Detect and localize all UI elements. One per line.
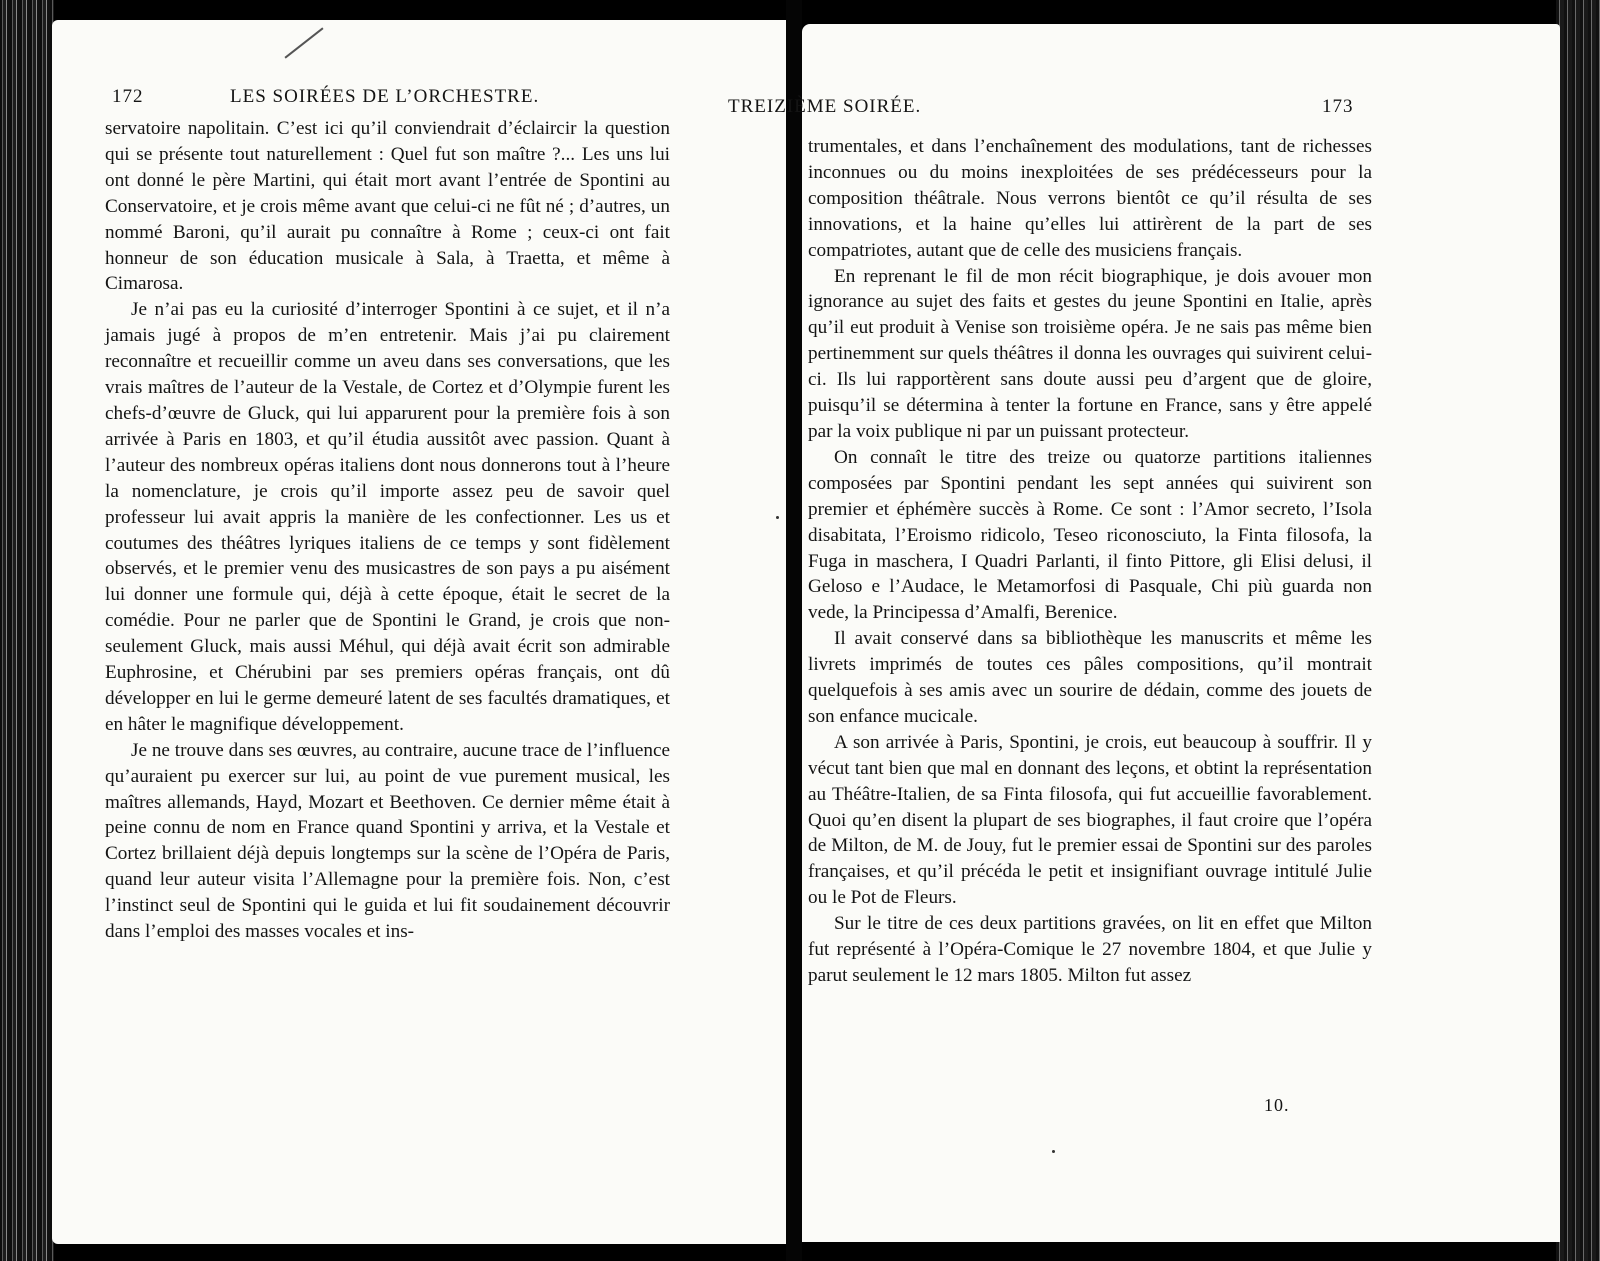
right-page-number: 173 <box>1322 96 1354 117</box>
left-running-title: LES SOIRÉES DE L’ORCHESTRE. <box>230 86 540 107</box>
right-running-title: TREIZIÈME SOIRÉE. <box>728 96 922 117</box>
stray-dot <box>776 516 779 519</box>
paragraph: A son arrivée à Paris, Spontini, je crois, eut beaucoup à souffrir. Il y vécut tant bien que mal en donnant des leçons, et obtint la représentation au Théâtre-Italien, de sa Finta filosofa, qui fut accueillie favorablement. Quoi qu’en disent la plupart de ses biographes, il faut croire que l’opéra de Milton, de M. de Jouy, fut le premier essai de Spontini sur des paroles françaises, et qu’il précéda le petit et insignifiant ouvrage intitulé Julie ou le Pot de Fleurs. <box>808 731 1372 909</box>
signature-mark: 10. <box>1264 1095 1290 1115</box>
paragraph: Il avait conservé dans sa bibliothèque les manuscrits et même les livrets imprimés de toutes ces pâles compositions, qu’il montrait quelquefois à ses amis avec un sourire de dédain, comme des jouets de son enfance mucicale. <box>808 628 1372 727</box>
left-page-body <box>105 116 670 945</box>
paragraph: Sur le titre de ces deux partitions gravées, on lit en effet que Milton fut représenté à l’Opéra-Comique le 27 novembre 1804, et que Julie y parut seulement le 12 mars 1805. Milton fut assez <box>808 913 1372 986</box>
paragraph: En reprenant le fil de mon récit biographique, je dois avouer mon ignorance au sujet des faits et gestes du jeune Spontini en Italie, après qu’il eut produit à Venise son troisième opéra. Je ne sais pas même bien pertinemment sur quels théâtres il donna les ouvrages qui suivirent celui-ci. Ils lui rapportèrent sans doute aussi peu d’argent que de gloire, puisqu’il se détermina à tenter la fortune en France, sans y être appelé par la voix publique ni par un puissant protecteur. <box>808 265 1372 442</box>
right-book-edge <box>1556 0 1600 1261</box>
book-spine <box>786 0 802 1261</box>
left-page-number: 172 <box>112 86 144 107</box>
paragraph: Je n’ai pas eu la curiosité d’interroger Spontini à ce sujet, et il n’a jamais jugé à propos de m’en entretenir. Mais j’ai pu clairement reconnaître et recueillir comme un aveu dans ses conversations, que les vrais maîtres de l’auteur de la Vestale, de Cortez et d’Olympie furent les chefs-d’œuvre de Gluck, qui lui apparurent pour la première fois à son arrivée à Paris en 1803, et qu’il étudia aussitôt avec passion. Quant à l’auteur des nombreux opéras italiens dont nous donnerons tout à l’heure la nomenclature, je crois qu’il importe assez peu de savoir quel professeur lui avait appris la manière de les confectionner. Les us et coutumes des théâtres lyriques italiens de ce temps y sont fidèlement observés, et le premier venu des musicastres de son pays a pu aisément lui donner une formule qui, déjà à cette époque, était le secret de la comédie. Pour ne parler que de Spontini le Grand, je crois que non-seulement Gluck, mais aussi Méhul, qui déjà avait écrit son admirable Euphrosine, et Chérubini par ses premiers opéras français, ont dû développer en lui le germe demeuré latent de ses facultés dramatiques, et en hâter le magnifique développement. <box>105 299 670 735</box>
paragraph: servatoire napolitain. C’est ici qu’il conviendrait d’éclaircir la question qui se présente tout naturellement : Quel fut son maître ?... Les uns lui ont donné le père Martini, qui était mort avant l’entrée de Spontini au Conservatoire, et je crois même avant que celui-ci ne fût né ; d’autres, un nommé Baroni, qu’il aurait pu connaître à Rome ; ceux-ci ont fait honneur de son éducation musicale à Sala, à Traetta, et même à Cimarosa. <box>105 118 670 295</box>
paragraph: trumentales, et dans l’enchaînement des modulations, tant de richesses inconnues ou du moins inexploitées de ses prédécesseurs pour la composition théâtrale. Nous verrons bientôt ce qu’il résulta de ses innovations, et la haine qu’elles lui attirèrent de la part de ses compatriotes, autant que de celle des musiciens français. <box>808 136 1372 261</box>
stray-dot <box>1052 1150 1055 1153</box>
paragraph: Je ne trouve dans ses œuvres, au contraire, aucune trace de l’influence qu’auraient pu exercer sur lui, au point de vue purement musical, les maîtres allemands, Hayd, Mozart et Beethoven. Ce dernier même était à peine connu de nom en France quand Spontini y arriva, et la Vestale et Cortez brillaient déjà depuis longtemps sur la scène de l’Opéra de Paris, quand leur auteur visita l’Allemagne pour la première fois. Non, c’est l’instinct seul de Spontini qui le guida et lui fit soudainement découvrir dans l’emploi des masses vocales et ins- <box>105 739 670 943</box>
right-page-body <box>808 134 1372 989</box>
left-book-edge <box>0 0 54 1261</box>
paragraph: On connaît le titre des treize ou quatorze partitions italiennes composées par Spontini pendant les sept années qui suivirent son premier et éphémère succès à Rome. Ce sont : l’Amor secreto, l’Isola disabitata, l’Eroismo ridicolo, Teseo riconosciuto, la Finta filosofa, la Fuga in maschera, I Quadri Parlanti, il finto Pittore, gli Elisi delusi, il Geloso e l’Audace, le Metamorfosi di Pasquale, Chi più guarda non vede, la Principessa d’Amalfi, Berenice. <box>808 446 1372 624</box>
